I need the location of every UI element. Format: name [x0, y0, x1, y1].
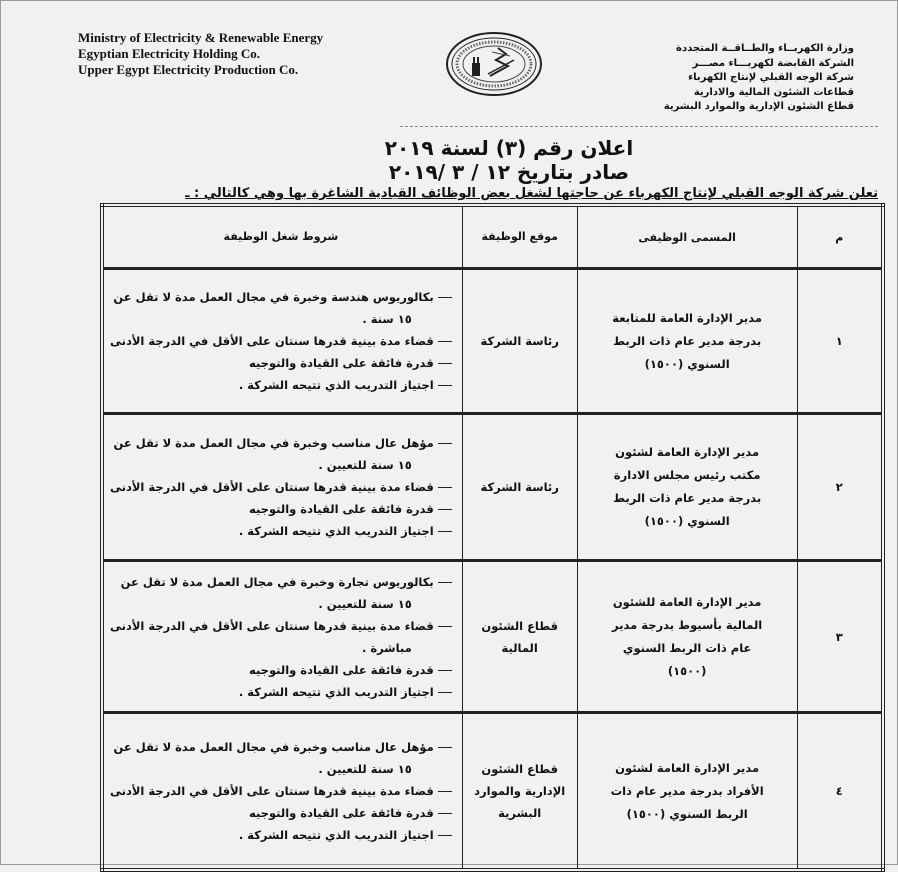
header-job-title: المسمى الوظيفى [577, 205, 797, 269]
condition-item: قدرة فائقة على القيادة والتوجيه [110, 802, 452, 824]
dash-bullet-icon [438, 692, 452, 693]
job-title-line: (١٥٠٠) [667, 663, 707, 678]
dash-bullet-icon [438, 531, 452, 532]
condition-item: قدرة فائقة على القيادة والتوجيه [110, 498, 452, 520]
row-conditions [102, 269, 462, 414]
arabic-line-holding: الشركة القابضة لكهربـــاء مصـــر [692, 57, 854, 69]
dash-bullet-icon [438, 363, 452, 364]
table-row [102, 269, 883, 414]
table-row [102, 713, 883, 871]
job-title-line: السنوي (١٥٠٠) [644, 356, 730, 371]
condition-item: قدرة فائقة على القيادة والتوجيه [110, 659, 452, 681]
table-row [102, 561, 883, 713]
table-row [102, 414, 883, 561]
announcement-intro: تعلن شركة الوجه القبلي لإنتاج الكهرباء عن حاجتها لشغل بعض الوظائف القيادية الشاغرة بها وهي كالتالي : ـ [185, 186, 878, 201]
job-title-line: بدرجة مدير عام ذات الربط [613, 333, 762, 348]
job-title-line: الأفراد بدرجة مدير عام ذات [610, 783, 764, 798]
location-line: البشرية [498, 806, 542, 820]
condition-item: قدرة فائقة على القيادة والتوجيه [110, 352, 452, 374]
location-line: رئاسة الشركة [480, 480, 559, 494]
row-location [462, 269, 577, 414]
dash-bullet-icon [438, 835, 452, 836]
row-number: ٤ [797, 713, 883, 871]
dash-bullet-icon [438, 385, 452, 386]
job-title-line: مدير الإدارة العامة للمتابعة [612, 310, 762, 325]
job-title-line: المالية بأسيوط بدرجة مدير [612, 617, 763, 632]
row-location [462, 414, 577, 561]
arabic-line-ministry: وزارة الكهربــاء والطــاقــة المتجددة [676, 43, 854, 54]
condition-item: قضاء مدة بينية قدرها سنتان على الأقل في الدرجة الأدنى [110, 476, 452, 498]
announcement-title: اعلان رقم (٣) لسنة ٢٠١٩ [384, 136, 634, 160]
job-title-line: بدرجة مدير عام ذات الربط [613, 491, 762, 505]
row-conditions [102, 713, 462, 871]
condition-item: مؤهل عال مناسب وخبرة في مجال العمل مدة لا تقل عن [110, 432, 452, 454]
arabic-line-hr-sector: قطاع الشئون الإدارية والموارد البشرية [663, 101, 854, 112]
location-line: قطاع الشئون [481, 618, 558, 633]
english-line-company: Upper Egypt Electricity Production Co. [78, 62, 299, 77]
row-conditions [102, 414, 462, 561]
job-title-line: مدير الإدارة العامة للشئون [612, 594, 762, 609]
dash-bullet-icon [438, 582, 452, 583]
english-line-ministry: Ministry of Electricity & Renewable Energy [78, 30, 324, 45]
dash-bullet-icon [438, 813, 452, 814]
row-location [462, 561, 577, 713]
header-number: م [797, 205, 883, 269]
dash-bullet-icon [438, 747, 452, 748]
condition-continuation: ١٥ سنة للتعيين . [318, 596, 412, 611]
job-title-line: مدير الإدارة العامة لشئون [615, 445, 760, 459]
dash-bullet-icon [438, 443, 452, 444]
row-conditions [102, 561, 462, 713]
location-line: رئاسة الشركة [480, 334, 559, 348]
header-divider [400, 126, 878, 127]
condition-item: اجتياز التدريب الذي تتيحه الشركة . [110, 374, 452, 396]
dash-bullet-icon [438, 487, 452, 488]
condition-item: قضاء مدة بينية قدرها سنتان على الأقل في الدرجة الأدنى [110, 330, 452, 352]
dash-bullet-icon [438, 341, 452, 342]
row-location [462, 713, 577, 871]
dash-bullet-icon [438, 670, 452, 671]
condition-item: بكالوريوس هندسة وخبرة في مجال العمل مدة لا تقل عن [110, 286, 452, 308]
table-header-row [102, 205, 883, 269]
condition-item: قضاء مدة بينية قدرها سنتان على الأقل في الدرجة الأدنى [110, 615, 452, 637]
arabic-letterhead [664, 42, 854, 115]
condition-item: بكالوريوس تجارة وخبرة في مجال العمل مدة لا تقل عن [110, 571, 452, 593]
job-title-line: الربط السنوي (١٥٠٠) [626, 806, 748, 821]
row-number: ٢ [797, 414, 883, 561]
english-line-holding: Egyptian Electricity Holding Co. [78, 46, 260, 61]
condition-item: مؤهل عال مناسب وخبرة في مجال العمل مدة لا تقل عن [110, 736, 452, 758]
row-job-title [577, 561, 797, 713]
english-letterhead [78, 30, 323, 78]
job-title-line: مدير الإدارة العامة لشئون [615, 760, 760, 775]
dash-bullet-icon [438, 791, 452, 792]
jobs-table [100, 203, 885, 872]
location-line: الإدارية والموارد [474, 784, 566, 798]
row-job-title [577, 269, 797, 414]
dash-bullet-icon [438, 509, 452, 510]
row-number: ٣ [797, 561, 883, 713]
job-title-line: السنوي (١٥٠٠) [644, 514, 730, 528]
company-seal-logo [444, 30, 544, 98]
row-number: ١ [797, 269, 883, 414]
location-line: المالية [501, 640, 538, 655]
condition-continuation: ١٥ سنة للتعيين . [318, 458, 412, 472]
dash-bullet-icon [438, 297, 452, 298]
condition-item: اجتياز التدريب الذي تتيحه الشركة . [110, 681, 452, 703]
announcement-date: صادر بتاريخ ١٢ / ٣ /٢٠١٩ [388, 160, 630, 184]
arabic-line-sectors: قطاعات الشئون المالية والادارية [693, 86, 854, 98]
header-location: موقع الوظيفة [462, 205, 577, 269]
dash-bullet-icon [438, 626, 452, 627]
condition-continuation: ١٥ سنة . [362, 312, 412, 326]
location-line: قطاع الشئون [481, 762, 558, 776]
row-job-title [577, 713, 797, 871]
condition-continuation: ١٥ سنة للتعيين . [318, 762, 412, 776]
arabic-line-company: شركة الوجه القبلي لإنتاج الكهرباء [688, 72, 854, 83]
job-title-line: مكتب رئيس مجلس الادارة [613, 468, 761, 482]
condition-item: اجتياز التدريب الذي تتيحه الشركة . [110, 824, 452, 846]
condition-item: اجتياز التدريب الذي تتيحه الشركة . [110, 520, 452, 542]
condition-continuation: مباشرة . [361, 640, 412, 655]
job-title-line: عام ذات الربط السنوي [622, 640, 752, 655]
condition-item: قضاء مدة بينية قدرها سنتان على الأقل في الدرجة الأدنى [110, 780, 452, 802]
header-conditions: شروط شغل الوظيفة [102, 205, 462, 269]
row-job-title [577, 414, 797, 561]
